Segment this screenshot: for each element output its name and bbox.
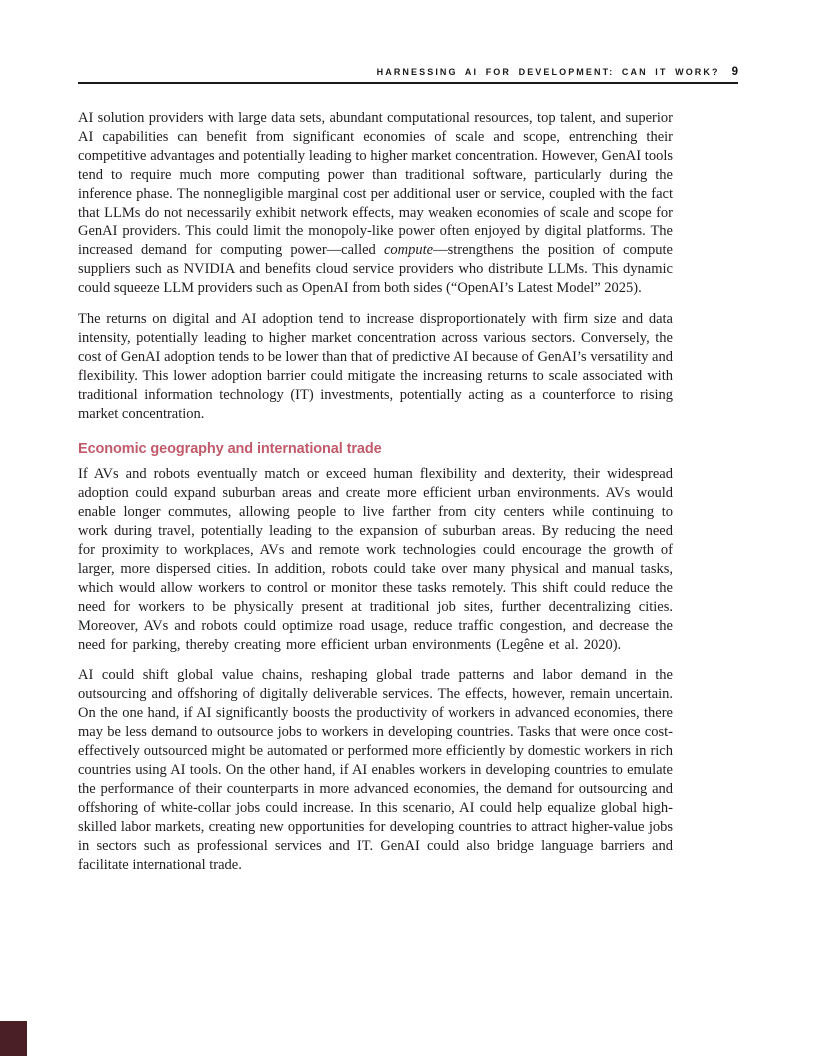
- section-heading-economic-geography: Economic geography and international trade: [78, 440, 382, 457]
- running-head: HARNESSING AI FOR DEVELOPMENT: CAN IT WORK?: [376, 67, 720, 77]
- page-number: 9: [731, 65, 738, 78]
- paragraph-text: AI solution providers with large data sets, abundant computational resources, top talent, and superior AI capabilities can benefit from significant economies of scale and scope, entrenching their competitive advantages and potentially leading to higher market concentration. However, GenAI tools tend to require much more computing power than traditional software, particularly during the inference phase. The nonnegligible marginal cost per additional user or service, coupled with the fact that LLMs do not necessarily exhibit network effects, may weaken economies of scale and scope for GenAI providers. This could limit the monopoly-like power often enjoyed by digital platforms. The increased demand for computing power—called: [78, 110, 673, 259]
- paragraph-text: —strengthens the position of compute suppliers such as NVIDIA and benefits cloud service providers who distribute LLMs. This dynamic could squeeze LLM providers such as OpenAI from both sides (“OpenAI’s Latest Model” 2025).: [78, 242, 673, 297]
- paragraph-global-value-chains: AI could shift global value chains, reshaping global trade patterns and labor demand in the outsourcing and offshoring of digitally deliverable services. The effects, however, remain uncertain. On the one hand, if AI significantly boosts the productivity of workers in advanced economies, there may be less demand to outsource jobs to workers in developing countries. Tasks that were once cost-effectively outsourced might be automated or performed more efficiently by domestic workers in rich countries using AI tools. On the other hand, if AI enables workers in developing countries to emulate the performance of their counterparts in more advanced economies, the demand for outsourcing and offshoring of white-collar jobs could increase. In this scenario, AI could help equalize global high-skilled labor markets, creating new opportunities for developing countries to attract higher-value jobs in sectors such as professional services and IT. GenAI could also bridge language barriers and facilitate international trade.: [78, 667, 673, 873]
- paragraph-returns-adoption: The returns on digital and AI adoption tend to increase disproportionately with firm size and data intensity, potentially leading to higher market concentration across various sectors. Conversely, the cost of GenAI adoption tends to be lower than that of predictive AI because of GenAI’s versatility and flexibility. This lower adoption barrier could mitigate the increasing returns to scale associated with traditional information technology (IT) investments, potentially acting as a counterforce to rising market concentration.: [78, 311, 673, 422]
- chapter-tab: [0, 1021, 27, 1056]
- body-text-column: [78, 109, 673, 886]
- italic-term: compute: [384, 242, 434, 259]
- paragraph-market-concentration: [78, 109, 673, 298]
- page-header: [78, 0, 738, 84]
- paragraph-avs-robots: If AVs and robots eventually match or exceed human flexibility and dexterity, their widespread adoption could expand suburban areas and create more efficient urban environments. AVs would enable longer commutes, allowing people to live farther from city centers while continuing to work during travel, potentially leading to the expansion of suburban areas. By reducing the need for proximity to workplaces, AVs and remote work technologies could encourage the growth of larger, more dispersed cities. In addition, robots could take over many physical and manual tasks, which would allow workers to control or monitor these tasks remotely. This shift could reduce the need for workers to be physically present at traditional job sites, further decentralizing cities. Moreover, AVs and robots could optimize road usage, reduce traffic congestion, and decrease the need for parking, thereby creating more efficient urban environments (Legêne et al. 2020).: [78, 466, 673, 653]
